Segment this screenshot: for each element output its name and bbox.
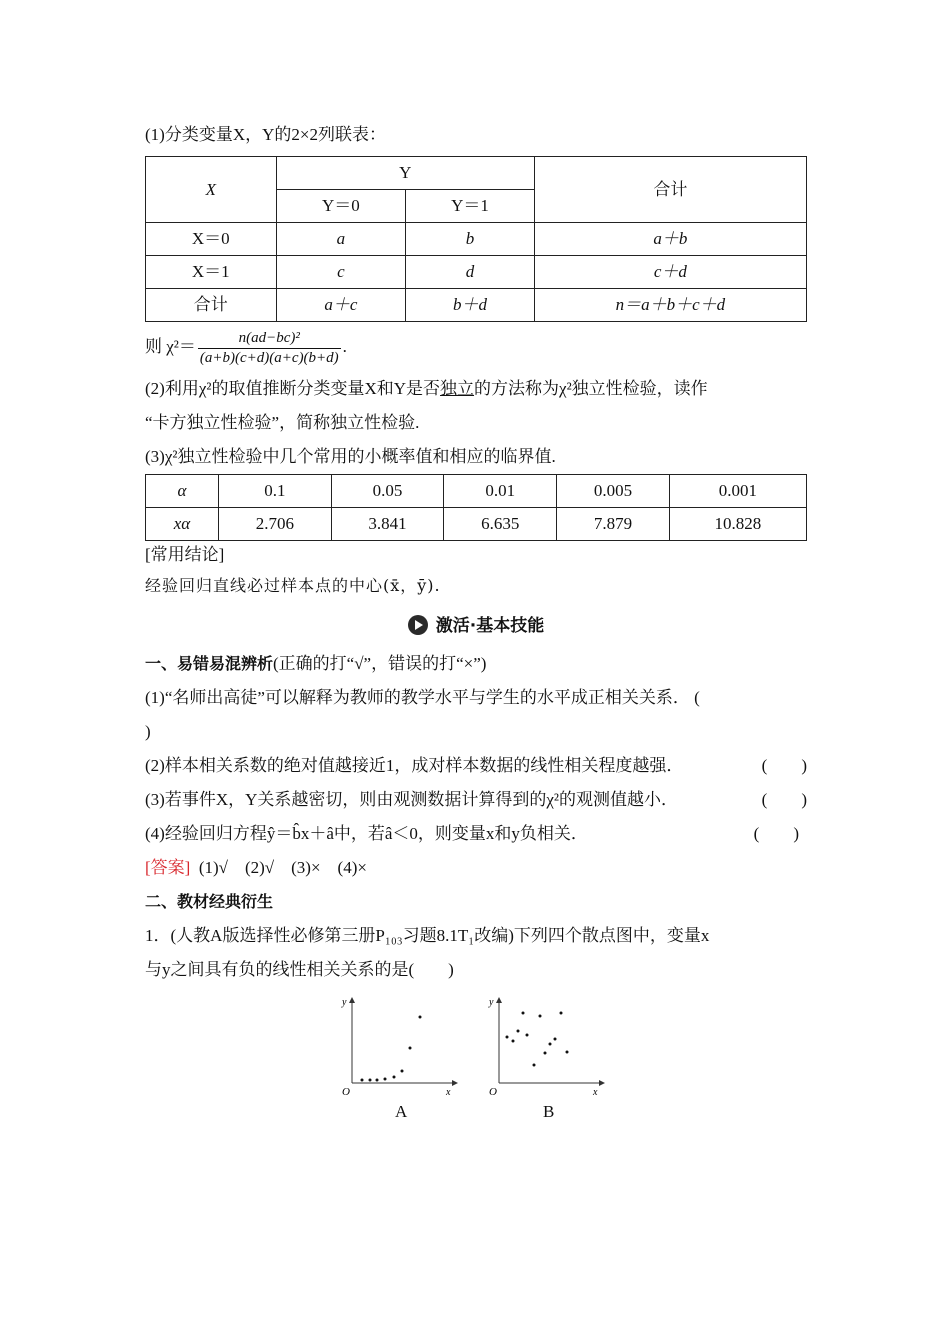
- y-axis-label: y: [342, 997, 347, 1008]
- point: [544, 1052, 547, 1055]
- cell: c＋d: [534, 256, 806, 289]
- point: [369, 1079, 372, 1082]
- formula-suffix: .: [342, 337, 347, 356]
- point: [409, 1047, 412, 1050]
- conclusion-text: 经验回归直线必过样本点的中心(x̄，ȳ).: [145, 576, 441, 595]
- answer-blank[interactable]: ( ): [761, 756, 807, 775]
- plot-label-b: B: [543, 1102, 555, 1121]
- point: [361, 1079, 364, 1082]
- point: [566, 1051, 569, 1054]
- text: (2)利用χ²的取值推断分类变量X和Y是否: [145, 379, 441, 398]
- x-axis-label: x: [446, 1087, 451, 1095]
- cell: b＋d: [406, 289, 535, 322]
- x-alpha-label: xα: [146, 508, 219, 541]
- cell: b: [406, 223, 535, 256]
- example-1-cont: 与y之间具有负的线性相关关系的是( ): [145, 960, 454, 979]
- point: [512, 1040, 515, 1043]
- cell: 0.001: [669, 475, 806, 508]
- row-label: X＝1: [146, 256, 277, 289]
- point: [560, 1012, 563, 1015]
- origin-label: O: [489, 1086, 497, 1095]
- page-content: [145, 118, 807, 1121]
- part2-title: 二、教材经典衍生: [145, 892, 274, 911]
- formula-numerator: n(ad−bc)²: [198, 329, 341, 349]
- question-3: [145, 783, 807, 817]
- plot-label-a: A: [395, 1102, 408, 1121]
- play-circle-icon: [408, 615, 428, 635]
- chi-square-formula: [145, 322, 807, 372]
- point: [517, 1030, 520, 1033]
- answer-blank[interactable]: ( ): [761, 790, 807, 809]
- section-title: [145, 609, 807, 643]
- cell: a＋b: [534, 223, 806, 256]
- example-1: 1．(人教A版选择性必修第三册P₁₀₃习题8.1T₁改编)下列四个散点图中，变量x: [145, 926, 710, 945]
- row-label: X＝0: [146, 223, 277, 256]
- cell: a＋c: [276, 289, 406, 322]
- cell: c: [276, 256, 406, 289]
- table-row: [146, 289, 807, 322]
- cell: 2.706: [219, 508, 332, 541]
- scatter-plot-b: [487, 995, 607, 1095]
- y1-header: Y＝1: [406, 190, 535, 223]
- points: [361, 1016, 422, 1082]
- cell: 10.828: [669, 508, 806, 541]
- cell: 0.01: [444, 475, 557, 508]
- origin-label: O: [342, 1086, 350, 1095]
- text: 的方法称为χ²独立性检验，读作: [474, 379, 708, 398]
- underlined-term: 独立: [440, 379, 475, 398]
- text: (3)若事件X，Y关系越密切，则由观测数据计算得到的χ²的观测值越小．: [145, 790, 679, 809]
- answer-line: [145, 851, 807, 885]
- total-header: 合计: [534, 157, 806, 223]
- answer-blank[interactable]: ( ): [753, 824, 799, 843]
- point: [401, 1070, 404, 1073]
- contingency-table: [145, 156, 807, 322]
- x-arrow: [599, 1080, 605, 1086]
- x-arrow: [452, 1080, 458, 1086]
- part1-note: (正确的打“√”，错误的打“×”): [273, 654, 487, 673]
- question-2: [145, 749, 807, 783]
- formula-denominator: (a+b)(c+d)(a+c)(b+d): [199, 349, 339, 366]
- point: [533, 1064, 536, 1067]
- point: [549, 1043, 552, 1046]
- intro-independence: [145, 372, 807, 406]
- y-header: Y: [276, 157, 534, 190]
- section-title-text: 激活·基本技能: [435, 616, 545, 636]
- part1-heading: [145, 647, 807, 681]
- point: [419, 1016, 422, 1019]
- question-1-cont: ): [145, 722, 151, 741]
- y0-header: Y＝0: [276, 190, 406, 223]
- table-row: [146, 475, 807, 508]
- cell: 7.879: [557, 508, 670, 541]
- intro-critical: (3)χ²独立性检验中几个常用的小概率值和相应的临界值.: [145, 447, 556, 466]
- scatter-plots: [145, 987, 807, 1121]
- text: (2)样本相关系数的绝对值越接近1，成对样本数据的线性相关程度越强．: [145, 756, 684, 775]
- text: (4)经验回归方程ŷ＝b̂x＋â中，若â＜0，则变量x和y负相关．: [145, 824, 588, 843]
- cell: 0.005: [557, 475, 670, 508]
- table-row: [146, 508, 807, 541]
- scatter-plot-a: [340, 995, 460, 1095]
- part1-title: 一、易错易混辨析: [145, 654, 274, 673]
- point: [506, 1036, 509, 1039]
- answer-tag: [答案]: [145, 858, 191, 877]
- cell: d: [406, 256, 535, 289]
- y-arrow: [496, 997, 502, 1003]
- intro-contingency: (1)分类变量X，Y的2×2列联表：: [145, 125, 386, 144]
- formula-fraction: [198, 329, 341, 368]
- cell: 0.1: [219, 475, 332, 508]
- cell: a: [276, 223, 406, 256]
- y-axis-label: y: [489, 997, 494, 1008]
- intro-independence-cont: “卡方独立性检验”，简称独立性检验.: [145, 413, 420, 432]
- point: [526, 1034, 529, 1037]
- x-axis-label: x: [593, 1087, 598, 1095]
- point: [393, 1076, 396, 1079]
- conclusion-heading: [常用结论]: [145, 545, 225, 564]
- point: [554, 1038, 557, 1041]
- point: [376, 1079, 379, 1082]
- table-row: [146, 256, 807, 289]
- question-4: [145, 817, 807, 851]
- point: [539, 1015, 542, 1018]
- cell: 0.05: [331, 475, 444, 508]
- cell: n＝a＋b＋c＋d: [534, 289, 806, 322]
- critical-value-table: [145, 474, 807, 541]
- formula-prefix: 则 χ²＝: [145, 337, 196, 356]
- cell: 3.841: [331, 508, 444, 541]
- alpha-label: α: [146, 475, 219, 508]
- corner-cell: X: [146, 157, 277, 223]
- point: [384, 1078, 387, 1081]
- y-arrow: [349, 997, 355, 1003]
- points: [506, 1012, 569, 1067]
- row-label: 合计: [146, 289, 277, 322]
- answers: (1)√ (2)√ (3)× (4)×: [198, 858, 367, 877]
- point: [522, 1012, 525, 1015]
- cell: 6.635: [444, 508, 557, 541]
- table-row: [146, 223, 807, 256]
- question-1: (1)“名师出高徒”可以解释为教师的教学水平与学生的水平成正相关关系． (: [145, 688, 700, 707]
